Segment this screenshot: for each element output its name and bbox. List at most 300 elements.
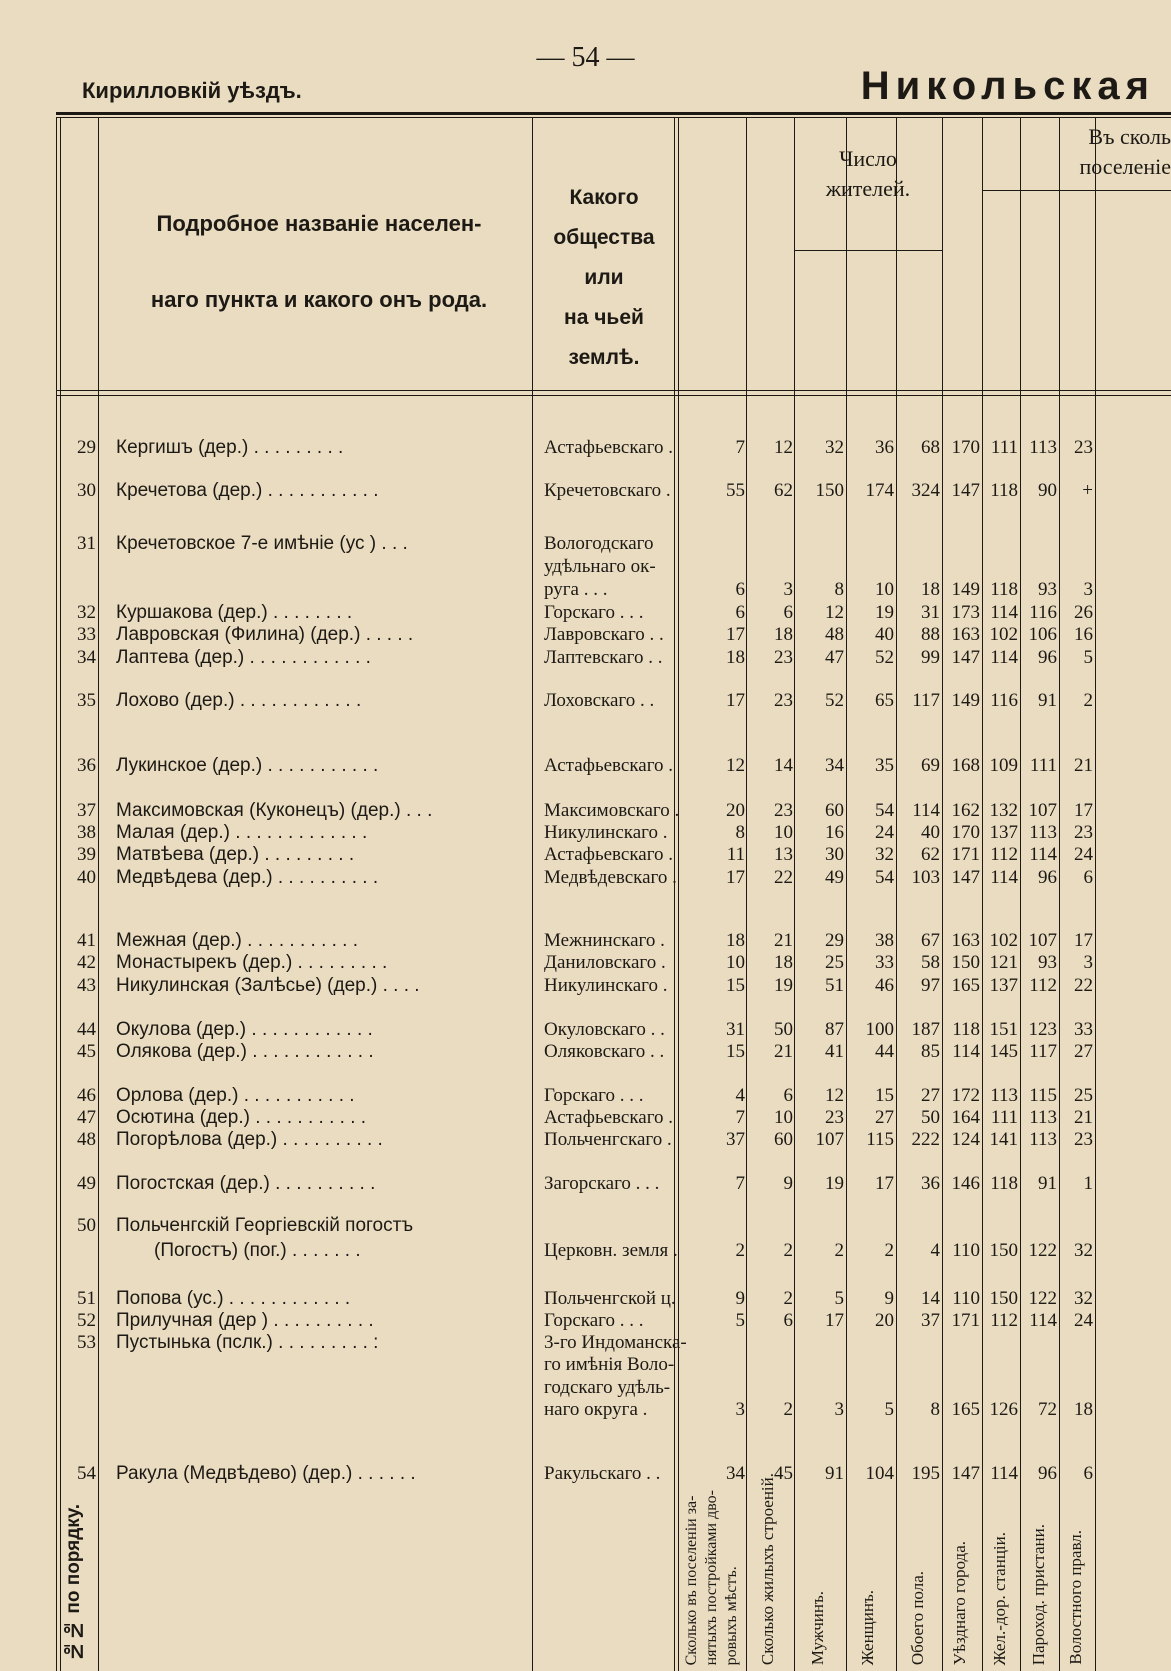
col-header-women: Женщинъ. — [858, 1589, 877, 1665]
men: 91 — [825, 1463, 844, 1484]
settlement-table — [56, 112, 1171, 1671]
dist-rail: 114 — [990, 647, 1018, 668]
buildings: 2 — [783, 1288, 793, 1309]
buildings: 2 — [783, 1240, 793, 1261]
dist-pier: 91 — [1038, 690, 1057, 711]
row-number: 34 — [77, 647, 96, 668]
dist-volost: 23 — [1074, 437, 1093, 458]
dist-volost: 17 — [1074, 930, 1093, 951]
dist-pier: 111 — [1029, 755, 1057, 776]
women: 65 — [875, 690, 894, 711]
yard-places: 17 — [726, 867, 745, 888]
dist-pier: 107 — [1028, 930, 1057, 951]
dist-town: 163 — [951, 624, 980, 645]
both-sexes: 88 — [921, 624, 940, 645]
society: удѣльнаго ок- — [544, 556, 656, 577]
settlement-name: Олякова (дер.) . . . . . . . . . . . . — [116, 1041, 374, 1062]
women: 46 — [875, 975, 894, 996]
women: 5 — [884, 1399, 894, 1420]
both-sexes: 31 — [921, 602, 940, 623]
settlement-name: Ракула (Медвѣдево) (дер.) . . . . . . — [116, 1463, 416, 1484]
dist-town: 147 — [951, 867, 980, 888]
both-sexes: 37 — [921, 1310, 940, 1331]
buildings: 21 — [774, 1041, 793, 1062]
both-sexes: 14 — [921, 1288, 940, 1309]
row-number: 37 — [77, 800, 96, 821]
women: 44 — [875, 1041, 894, 1062]
page-number: — 54 — — [536, 42, 635, 73]
buildings: 60 — [774, 1129, 793, 1150]
dist-rail: 145 — [989, 1041, 1018, 1062]
both-sexes: 27 — [921, 1085, 940, 1106]
dist-volost: 26 — [1074, 602, 1093, 623]
men: 2 — [834, 1240, 844, 1261]
buildings: 50 — [774, 1019, 793, 1040]
dist-pier: 122 — [1028, 1288, 1057, 1309]
dist-volost: 23 — [1074, 1129, 1093, 1150]
men: 12 — [825, 1085, 844, 1106]
dist-volost: 17 — [1074, 800, 1093, 821]
settlement-name: Кречетовское 7-е имѣніе (ус ) . . . — [116, 533, 408, 554]
dist-volost: 25 — [1074, 1085, 1093, 1106]
dist-volost: 24 — [1074, 844, 1093, 865]
col-header-men: Мужчинъ. — [808, 1590, 827, 1665]
col-header-volost: Волостного правл. — [1066, 1530, 1085, 1665]
society: Астафьевскаго . — [544, 844, 674, 865]
yard-places: 7 — [735, 1107, 745, 1128]
header-bottom-rule-thin — [56, 395, 1171, 396]
buildings: 6 — [783, 1085, 793, 1106]
dist-town: 170 — [951, 822, 980, 843]
yard-places: 7 — [735, 1173, 745, 1194]
dist-pier: 96 — [1038, 647, 1057, 668]
women: 174 — [865, 480, 894, 501]
society: Окуловскаго . . — [544, 1019, 665, 1040]
yard-places: 17 — [726, 690, 745, 711]
both-sexes: 58 — [921, 952, 940, 973]
row-number: 33 — [77, 624, 96, 645]
dist-town: 118 — [952, 1019, 980, 1040]
yard-places: 18 — [726, 647, 745, 668]
buildings: 21 — [774, 930, 793, 951]
women: 15 — [875, 1085, 894, 1106]
both-sexes: 187 — [911, 1019, 940, 1040]
col-header-pier: Пароход. пристани. — [1029, 1523, 1048, 1665]
both-sexes: 114 — [912, 800, 940, 821]
settlement-name: Кергишъ (дер.) . . . . . . . . . — [116, 437, 344, 458]
dist-pier: 91 — [1038, 1173, 1057, 1194]
col-header-society-line2: общества или — [553, 226, 655, 289]
row-number: 29 — [77, 437, 96, 458]
row-number: 39 — [77, 844, 96, 865]
column-rule — [674, 118, 675, 1671]
dist-pier: 96 — [1038, 1463, 1057, 1484]
settlement-name: Погостская (дер.) . . . . . . . . . . — [116, 1173, 376, 1194]
settlement-name: Погорѣлова (дер.) . . . . . . . . . . — [116, 1129, 383, 1150]
settlement-name: Осютина (дер.) . . . . . . . . . . . — [116, 1107, 367, 1128]
dist-pier: 90 — [1038, 480, 1057, 501]
dist-rail: 114 — [990, 867, 1018, 888]
society: Медвѣдевскаго . — [544, 867, 677, 888]
column-rule — [896, 118, 897, 1671]
men: 3 — [834, 1399, 844, 1420]
society: Никулинскаго . — [544, 975, 668, 996]
society: го имѣнія Воло- — [544, 1354, 675, 1375]
dist-volost: 21 — [1074, 1107, 1093, 1128]
women: 40 — [875, 624, 894, 645]
row-number: 54 — [77, 1463, 96, 1484]
women: 32 — [875, 844, 894, 865]
both-sexes: 67 — [921, 930, 940, 951]
men: 19 — [825, 1173, 844, 1194]
dist-volost: 32 — [1074, 1240, 1093, 1261]
both-sexes: 103 — [911, 867, 940, 888]
dist-town: 147 — [951, 647, 980, 668]
both-sexes: 8 — [930, 1399, 940, 1420]
buildings: 6 — [783, 1310, 793, 1331]
society: Кречетовскаго . — [544, 480, 671, 501]
women: 9 — [884, 1288, 894, 1309]
yard-places: 15 — [726, 1041, 745, 1062]
col-header-yard-places: Сколько въ поселеніи за- нятыхъ постройками дво- ровыхъ мѣстъ. — [683, 1489, 740, 1665]
dist-town: 165 — [951, 1399, 980, 1420]
men: 5 — [834, 1288, 844, 1309]
row-number: 48 — [77, 1129, 96, 1150]
men: 48 — [825, 624, 844, 645]
dist-volost: 33 — [1074, 1019, 1093, 1040]
women: 35 — [875, 755, 894, 776]
settlement-name-continued: (Погостъ) (пог.) . . . . . . . — [154, 1240, 361, 1261]
yard-places: 17 — [726, 624, 745, 645]
dist-town: 110 — [952, 1240, 980, 1261]
society: 3-го Индоманска- — [544, 1332, 687, 1353]
buildings: 19 — [774, 975, 793, 996]
dist-pier: 106 — [1028, 624, 1057, 645]
dist-rail: 111 — [990, 1107, 1018, 1128]
dist-town: 146 — [951, 1173, 980, 1194]
men: 49 — [825, 867, 844, 888]
society: Лоховскаго . . — [544, 690, 655, 711]
men: 25 — [825, 952, 844, 973]
yard-places: 18 — [726, 930, 745, 951]
dist-pier: 113 — [1029, 437, 1057, 458]
society: Ракульскаго . . — [544, 1463, 661, 1484]
dist-town: 114 — [952, 1041, 980, 1062]
buildings: 18 — [774, 624, 793, 645]
dist-town: 163 — [951, 930, 980, 951]
men: 17 — [825, 1310, 844, 1331]
dist-pier: 113 — [1029, 1107, 1057, 1128]
men: 29 — [825, 930, 844, 951]
women: 19 — [875, 602, 894, 623]
row-number: 52 — [77, 1310, 96, 1331]
dist-pier: 115 — [1029, 1085, 1057, 1106]
buildings: 23 — [774, 647, 793, 668]
women: 2 — [884, 1240, 894, 1261]
buildings: 9 — [783, 1173, 793, 1194]
dist-volost: 3 — [1083, 579, 1093, 600]
society: Польченгской ц. — [544, 1288, 676, 1309]
buildings: 45 — [774, 1463, 793, 1484]
col-header-number: №№ по порядку. — [63, 1504, 84, 1661]
yard-places: 4 — [735, 1085, 745, 1106]
dist-volost: 6 — [1083, 1463, 1093, 1484]
settlement-name: Куршакова (дер.) . . . . . . . . — [116, 602, 353, 623]
dist-town: 149 — [951, 690, 980, 711]
settlement-name: Лавровская (Филина) (дер.) . . . . . — [116, 624, 414, 645]
men: 8 — [834, 579, 844, 600]
row-number: 35 — [77, 690, 96, 711]
men: 60 — [825, 800, 844, 821]
dist-volost: 22 — [1074, 975, 1093, 996]
settlement-name: Никулинская (Залѣсье) (дер.) . . . . — [116, 975, 420, 996]
dist-rail: 118 — [990, 480, 1018, 501]
population-subheader-rule — [794, 250, 942, 251]
dist-pier: 93 — [1038, 579, 1057, 600]
dist-town: 170 — [951, 437, 980, 458]
both-sexes: 222 — [911, 1129, 940, 1150]
women: 104 — [865, 1463, 894, 1484]
row-number: 30 — [77, 480, 96, 501]
dist-pier: 72 — [1038, 1399, 1057, 1420]
dist-volost: 3 — [1083, 952, 1093, 973]
row-number: 40 — [77, 867, 96, 888]
dist-volost: + — [1082, 480, 1093, 501]
society: Астафьевскаго . — [544, 755, 674, 776]
row-number: 41 — [77, 930, 96, 951]
row-number: 42 — [77, 952, 96, 973]
dist-volost: 23 — [1074, 822, 1093, 843]
society: Лаптевскаго . . — [544, 647, 663, 668]
yard-places: 6 — [735, 579, 745, 600]
column-rule — [98, 118, 99, 1671]
yard-places: 34 — [726, 1463, 745, 1484]
dist-rail: 102 — [989, 624, 1018, 645]
both-sexes: 50 — [921, 1107, 940, 1128]
distance-subheader-rule — [982, 190, 1171, 191]
row-number: 49 — [77, 1173, 96, 1194]
society: Максимовскаго . — [544, 800, 680, 821]
column-rule — [982, 118, 983, 1671]
row-number: 44 — [77, 1019, 96, 1040]
yard-places: 37 — [726, 1129, 745, 1150]
yard-places: 2 — [735, 1240, 745, 1261]
header-bottom-rule — [56, 390, 1171, 391]
women: 100 — [865, 1019, 894, 1040]
dist-rail: 126 — [989, 1399, 1018, 1420]
col-header-population-line1: Число — [839, 146, 897, 171]
row-number: 45 — [77, 1041, 96, 1062]
dist-rail: 141 — [989, 1129, 1018, 1150]
yard-places: 10 — [726, 952, 745, 973]
dist-pier: 113 — [1029, 1129, 1057, 1150]
dist-pier: 114 — [1029, 1310, 1057, 1331]
society: Никулинскаго . — [544, 822, 668, 843]
yard-places: 55 — [726, 480, 745, 501]
column-rule — [794, 118, 795, 1671]
settlement-name: Монастырекъ (дер.) . . . . . . . . . — [116, 952, 388, 973]
dist-pier: 113 — [1029, 822, 1057, 843]
dist-pier: 122 — [1028, 1240, 1057, 1261]
column-rule — [56, 118, 57, 1671]
buildings: 12 — [774, 437, 793, 458]
women: 36 — [875, 437, 894, 458]
dist-rail: 114 — [990, 602, 1018, 623]
both-sexes: 4 — [930, 1240, 940, 1261]
dist-town: 150 — [951, 952, 980, 973]
row-number: 38 — [77, 822, 96, 843]
society: Астафьевскаго . — [544, 1107, 674, 1128]
dist-town: 172 — [951, 1085, 980, 1106]
women: 52 — [875, 647, 894, 668]
col-header-distance-line1: Въ сколь — [1088, 124, 1171, 149]
dist-volost: 24 — [1074, 1310, 1093, 1331]
dist-town: 147 — [951, 1463, 980, 1484]
volost-title: Никольская — [860, 64, 1155, 108]
men: 150 — [815, 480, 844, 501]
dist-pier: 112 — [1029, 975, 1057, 996]
both-sexes: 195 — [911, 1463, 940, 1484]
dist-rail: 137 — [989, 975, 1018, 996]
dist-pier: 93 — [1038, 952, 1057, 973]
buildings: 3 — [783, 579, 793, 600]
dist-pier: 116 — [1029, 602, 1057, 623]
column-rule — [532, 118, 533, 1671]
society: Горскаго . . . — [544, 1310, 644, 1331]
yard-places: 3 — [735, 1399, 745, 1420]
dist-volost: 18 — [1074, 1399, 1093, 1420]
col-header-town: Уѣзднаго города. — [950, 1540, 969, 1665]
dist-volost: 21 — [1074, 755, 1093, 776]
dist-rail: 132 — [989, 800, 1018, 821]
buildings: 2 — [783, 1399, 793, 1420]
table-top-rule-thin — [56, 117, 1171, 118]
row-number: 46 — [77, 1085, 96, 1106]
dist-volost: 16 — [1074, 624, 1093, 645]
dist-town: 164 — [951, 1107, 980, 1128]
dist-pier: 107 — [1028, 800, 1057, 821]
settlement-name: Окулова (дер.) . . . . . . . . . . . . — [116, 1019, 373, 1040]
column-rule — [678, 118, 679, 1671]
dist-town: 168 — [951, 755, 980, 776]
dist-town: 171 — [951, 844, 980, 865]
col-header-population-line2: жителей. — [825, 176, 911, 201]
society: Межнинскаго . — [544, 930, 665, 951]
col-header-both: Обоего пола. — [908, 1570, 927, 1665]
col-header-rail: Жел.-дор. станціи. — [990, 1531, 1009, 1665]
both-sexes: 18 — [921, 579, 940, 600]
settlement-name: Матвѣева (дер.) . . . . . . . . . — [116, 844, 355, 865]
column-rule — [1059, 118, 1060, 1671]
both-sexes: 85 — [921, 1041, 940, 1062]
settlement-name: Польченгскій Георгіевскій погостъ — [116, 1215, 414, 1236]
row-number: 53 — [77, 1332, 96, 1353]
col-header-name-line2: наго пункта и какого онъ рода. — [150, 287, 488, 312]
settlement-name: Кречетова (дер.) . . . . . . . . . . . — [116, 480, 379, 501]
yard-places: 8 — [735, 822, 745, 843]
yard-places: 7 — [735, 437, 745, 458]
row-number: 50 — [77, 1215, 96, 1236]
society: Астафьевскаго . — [544, 437, 674, 458]
men: 30 — [825, 844, 844, 865]
both-sexes: 36 — [921, 1173, 940, 1194]
dist-rail: 121 — [989, 952, 1018, 973]
settlement-name: Пустынька (пслк.) . . . . . . . . . : — [116, 1332, 379, 1353]
dist-rail: 116 — [990, 690, 1018, 711]
yard-places: 9 — [735, 1288, 745, 1309]
buildings: 10 — [774, 822, 793, 843]
settlement-name: Лукинское (дер.) . . . . . . . . . . . — [116, 755, 379, 776]
men: 12 — [825, 602, 844, 623]
society: наго округа . — [544, 1399, 648, 1420]
settlement-name: Попова (ус.) . . . . . . . . . . . . — [116, 1288, 351, 1309]
buildings: 23 — [774, 690, 793, 711]
yard-places: 5 — [735, 1310, 745, 1331]
yard-places: 11 — [726, 844, 745, 865]
row-number: 32 — [77, 602, 96, 623]
women: 54 — [875, 800, 894, 821]
dist-volost: 6 — [1083, 867, 1093, 888]
buildings: 23 — [774, 800, 793, 821]
district-title: Кирилловкій уѣздъ. — [82, 78, 302, 103]
dist-town: 171 — [951, 1310, 980, 1331]
yard-places: 6 — [735, 602, 745, 623]
dist-pier: 96 — [1038, 867, 1057, 888]
settlement-name: Лаптева (дер.) . . . . . . . . . . . . — [116, 647, 371, 668]
settlement-name: Межная (дер.) . . . . . . . . . . . — [116, 930, 359, 951]
women: 33 — [875, 952, 894, 973]
buildings: 6 — [783, 602, 793, 623]
dist-rail: 111 — [990, 437, 1018, 458]
col-header-name-line1: Подробное названіе населен- — [156, 211, 482, 236]
both-sexes: 62 — [921, 844, 940, 865]
buildings: 14 — [774, 755, 793, 776]
dist-town: 149 — [951, 579, 980, 600]
col-header-buildings: Сколько жилыхъ строеній. — [758, 1472, 777, 1665]
buildings: 13 — [774, 844, 793, 865]
column-rule — [746, 118, 747, 1671]
both-sexes: 40 — [921, 822, 940, 843]
society: Церковн. земля . — [544, 1240, 678, 1261]
dist-rail: 150 — [989, 1240, 1018, 1261]
society: Вологодскаго — [544, 533, 654, 554]
dist-town: 124 — [951, 1129, 980, 1150]
men: 32 — [825, 437, 844, 458]
dist-volost: 32 — [1074, 1288, 1093, 1309]
women: 10 — [875, 579, 894, 600]
column-rule — [1020, 118, 1021, 1671]
yard-places: 15 — [726, 975, 745, 996]
society: Загорскаго . . . — [544, 1173, 660, 1194]
society: Польченгскаго . — [544, 1129, 672, 1150]
dist-town: 162 — [951, 800, 980, 821]
yard-places: 31 — [726, 1019, 745, 1040]
settlement-name: Прилучная (дер ) . . . . . . . . . . — [116, 1310, 374, 1331]
dist-volost: 5 — [1083, 647, 1093, 668]
men: 87 — [825, 1019, 844, 1040]
women: 24 — [875, 822, 894, 843]
col-header-society-line1: Какого — [569, 186, 639, 209]
men: 34 — [825, 755, 844, 776]
col-header-distance-line2: поселеніе — [1079, 154, 1171, 179]
men: 107 — [815, 1129, 844, 1150]
both-sexes: 69 — [921, 755, 940, 776]
society: Горскаго . . . — [544, 1085, 644, 1106]
dist-rail: 137 — [989, 822, 1018, 843]
women: 54 — [875, 867, 894, 888]
row-number: 47 — [77, 1107, 96, 1128]
dist-rail: 109 — [989, 755, 1018, 776]
